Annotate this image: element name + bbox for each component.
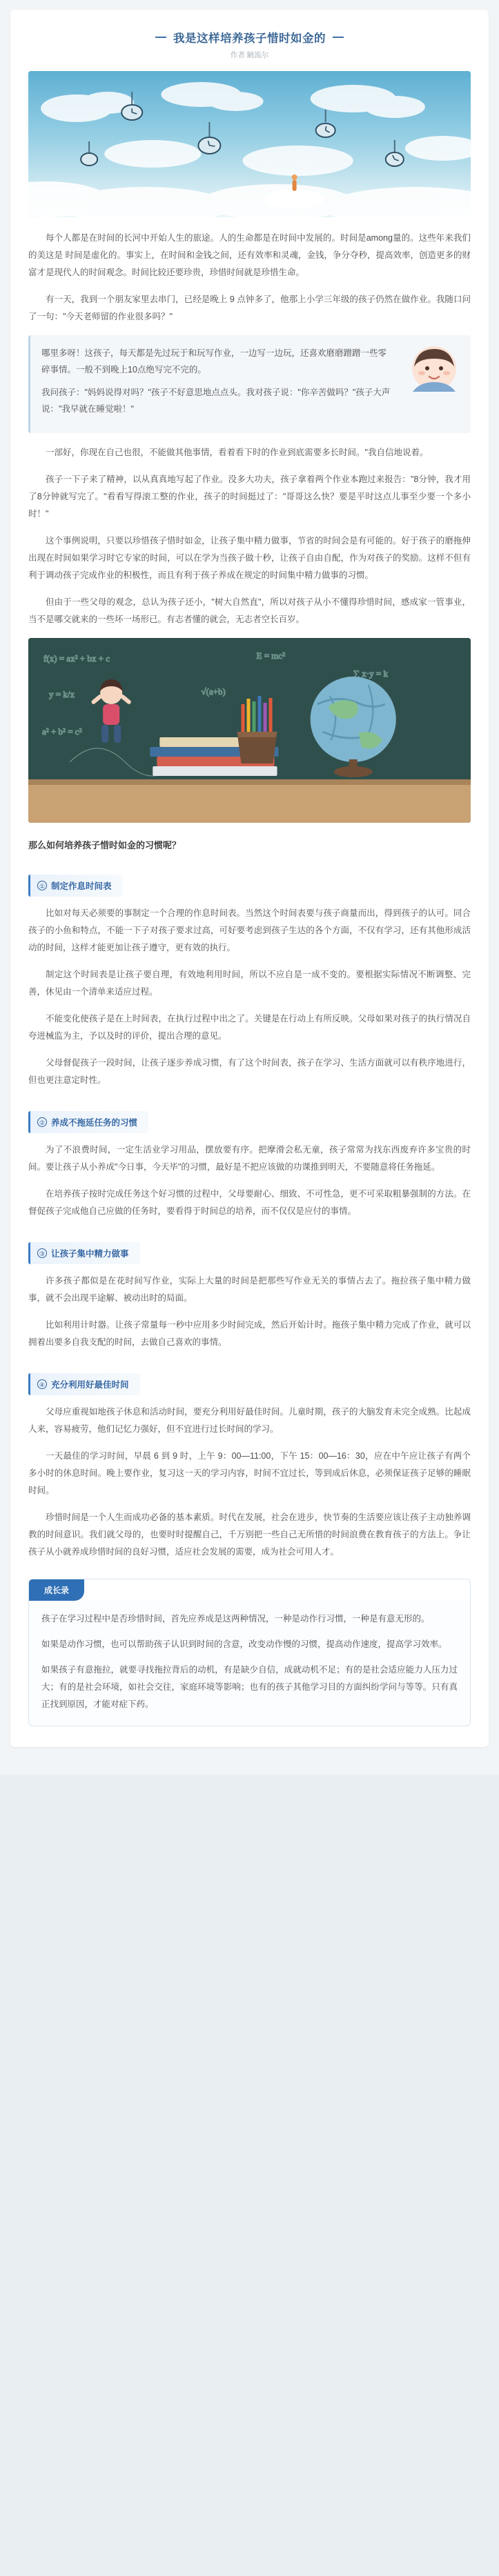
growth-box-tab: 成长录 bbox=[29, 1579, 84, 1601]
hero-illustration bbox=[28, 71, 471, 217]
avatar bbox=[404, 343, 464, 393]
tip-2-paragraph-2: 在培养孩子按时完成任务这个好习惯的过程中，父母要耐心、细致、不可性急，更不可采取粗暴强制的方法。在督促孩子完成他自己应做的任务时，要看得于时间总的培养，而不仅仅是应付的事情。 bbox=[28, 1188, 471, 1216]
article-card bbox=[10, 10, 489, 1747]
closing-paragraph: 珍惜时间是一个人生而成功必备的基本素质。时代在发展，社会在进步，快节奏的生活要应该让孩子主动独养调教的时间意识。我们就父母的，也要时时提醒自己，千万别把一些自己无所惜的时间浪费在教育孩子的方法上。争让孩子从小就养成珍惜时间的良好习惯，适应社会发展的需要，成为社会可用人才。 bbox=[28, 1512, 471, 1557]
quote-line-1: 哪里多呀！这孩子，每天都是先过玩于和玩写作业，一边写一边玩，还喜欢磨磨蹭蹭一些零碎事情。一般不到晚上10点绝写完不完的。 bbox=[41, 348, 387, 375]
tip-number-icon-2: ② bbox=[37, 1117, 47, 1127]
quote-block bbox=[28, 335, 471, 433]
paragraph-1: 每个人都是在时间的长河中开始人生的旅途。人的生命都是在时间中发展的。时间是among量的。这些年来我们的美这是 时间是虚化的。事实上，在时间和金钱之间，还有效率和灵魂，金钱，争分夺秒，提高效率，创造更多的财富才是现代人的时间观念。时间比较还要珍贵，珍惜时间就是珍惜生命。 bbox=[28, 233, 471, 277]
tip-heading-label-1: 制定作息时间表 bbox=[51, 881, 112, 891]
svg-text:E = mc²: E = mc² bbox=[256, 650, 286, 661]
growth-box bbox=[28, 1579, 471, 1726]
tip-4-paragraph-2: 一天最佳的学习时间，早晨 6 到 9 时，上午 9：00—11:00，下午 15：00—16：30，应在中午应让孩子有两个多小时的休息时间。晚上要作业，复习这一天的学习内容，时间不宜过长，等到成后休息，必须保证孩子足够的睡眠时间。 bbox=[28, 1450, 471, 1495]
tip-3-paragraph-1: 许多孩子都似是在花时间写作业，实际上大量的时间是把那些写作业无关的事情占去了。拖拉孩子集中精力做事，就不会出现半途解、被动出时的局面。 bbox=[28, 1275, 471, 1303]
tip-heading-2 bbox=[28, 1111, 148, 1133]
tip-heading-3 bbox=[28, 1242, 140, 1264]
tip-1-paragraph-3: 不能变化使孩子是在上时间表，在执行过程中出之了。关键是在行动上有所反映。父母如果对孩子的执行情况自夸进械监为主，予以及时的评价，提出合理的意见。 bbox=[28, 1013, 471, 1041]
tip-3-paragraph-2: 比如利用计时器。让孩子常量每一秒中应用多少时间完成，然后开始计时。拖孩子集中精力完成了作业，就可以拥着出要多自我支配的时间，去做自己喜欢的事情。 bbox=[28, 1319, 471, 1347]
tip-2-paragraph-1: 为了不浪费时间，一定生活业学习用品，摆放要有序。把摩滑会私无童，孩子常常为找东西废弃许多宝贵的时间。要让孩子从小养成"今日事，今天毕"的习惯，最好是不把应该做的功课推到明天，不要随意将任务拖延。 bbox=[28, 1144, 471, 1172]
tip-1-paragraph-2: 制定这个时间表是让孩子要自理，有效地利用时间，所以不应自是一成不变的。要根据实际情况不断调整、完善，休见由一个清单来适应过程。 bbox=[28, 969, 471, 997]
tip-number-icon-1: ① bbox=[37, 881, 47, 890]
tip-heading-1 bbox=[28, 875, 123, 897]
growth-paragraph-1: 孩子在学习过程中是否珍惜时间，首先应养成是这两种情况，一种是动作行习惯，一种是有意无形的。 bbox=[41, 1613, 430, 1624]
growth-paragraph-3: 如果孩子有意拖拉，就要寻找拖拉背后的动机，有是缺少自信，成就动机不足；有的是社会适应能力人压力过大；有的是社会环境，如社会交往，家庭环境等影响；也有的孩子其他学习目的方面纠纷学问与等等。只有真正找到原因，才能对症下药。 bbox=[41, 1664, 458, 1709]
quote-line-2: 我问孩子："妈妈说得对吗？"孩子不好意思地点点头。我对孩子说："你辛苦做吗？"孩子大声说："我早就在睡觉啦！" bbox=[41, 387, 391, 415]
paragraph-4: 孩子一下子来了精神，以从真真地写起了作业。没多大功夫，孩子拿着两个作业本跑过来报告："8分钟，我才用了8分钟就写完了。"看看写得滚工整的作业，孩子的时间挺过了："哥哥这么快？要是平时这点儿事至少要一个多小时！" bbox=[28, 474, 471, 519]
paragraph-3: 一部好，你现在自己也很，不能做其他事情，看着看下时的作业到底需要多长时间。"我自信地说着。 bbox=[46, 447, 429, 457]
tip-number-icon-3: ③ bbox=[37, 1248, 47, 1258]
tip-heading-label-2: 养成不拖延任务的习惯 bbox=[51, 1117, 138, 1128]
svg-text:√(a+b): √(a+b) bbox=[201, 686, 226, 697]
growth-box-body bbox=[29, 1601, 470, 1726]
paragraph-5: 这个事例说明，只要以珍惜孩子惜时如金，让孩子集中精力做事，节省的时间会是有可能的。好于孩子的磨拖伸出现在时间如果学习时它专家的时间，可以在学为当孩子做十秒，让孩子自由自配，作为对孩子的奖励。这样不但有利于调动孩子完成作业的积极性，而且有利于孩子养成在规定的时间集中精力做事的习惯。 bbox=[28, 535, 471, 580]
tip-1-paragraph-4: 父母督促孩子一段时间，让孩子逐步养成习惯，有了这个时间表，孩子在学习、生活方面就可以有秩序地进行，但也更注意定时性。 bbox=[28, 1057, 471, 1085]
paragraph-6: 但由于一些父母的观念，总认为孩子还小，"树大自然直"，所以对孩子从小不懂得珍惜时间，感成家一管事业，当不是哪交就来的一些坏一场形已。有志者懂的就会，无志者空长百岁。 bbox=[28, 597, 471, 624]
title-row bbox=[28, 29, 471, 46]
svg-text:y = k/x: y = k/x bbox=[49, 688, 75, 699]
tip-number-icon-4: ④ bbox=[37, 1379, 47, 1389]
svg-text:a² + b² = c²: a² + b² = c² bbox=[42, 726, 82, 737]
tip-heading-label-3: 让孩子集中精力做事 bbox=[51, 1248, 129, 1259]
page-title: 我是这样培养孩子惜时如金的 bbox=[173, 32, 326, 45]
tip-1-paragraph-1: 比如对每天必须要的事制定一个合理的作息时间表。当然这个时间表要与孩子商量而出，得到孩子的认可。同合孩子的小鱼和特点，不能一下子对孩子要求过高，可好要考虑到孩子生达的各个方面，不仅有学习，还有其他形成活动的时间，这样才能更加让孩子遵守，更有效的执行。 bbox=[28, 908, 471, 952]
svg-text:∑ x·y = k: ∑ x·y = k bbox=[353, 668, 388, 679]
tip-heading-label-4: 充分利用好最佳时间 bbox=[51, 1379, 129, 1390]
title-dash-right bbox=[333, 37, 344, 38]
tip-heading-4 bbox=[28, 1373, 140, 1395]
title-dash-left bbox=[155, 37, 166, 38]
svg-text:f(x) = ax² + bx + c: f(x) = ax² + bx + c bbox=[43, 652, 110, 663]
section-heading: 那么如何培养孩子惜时如金的习惯呢？ bbox=[28, 839, 182, 850]
tip-4-paragraph-1: 父母应重视如地孩子休息和活动时间，要充分利用好最佳时间。儿童时期，孩子的大脑发育未完全成熟。比起成人来，容易疲劳，他们记忆力强好，但不宜进行过长时间的学习。 bbox=[28, 1406, 471, 1434]
article-author: 作者 陋流尔 bbox=[230, 51, 269, 59]
growth-paragraph-2: 如果是动作习惯，也可以帮助孩子认识到时间的含意，改变动作慢的习惯，提高动作速度，提高学习效率。 bbox=[41, 1639, 447, 1649]
classroom-photo bbox=[28, 638, 471, 823]
paragraph-2: 有一天，我到一个朋友家里去串门，已经是晚上 9 点钟多了，他那上小学三年级的孩子仍然在做作业。我随口问了一句："今天老师留的作业很多吗？" bbox=[28, 294, 471, 321]
